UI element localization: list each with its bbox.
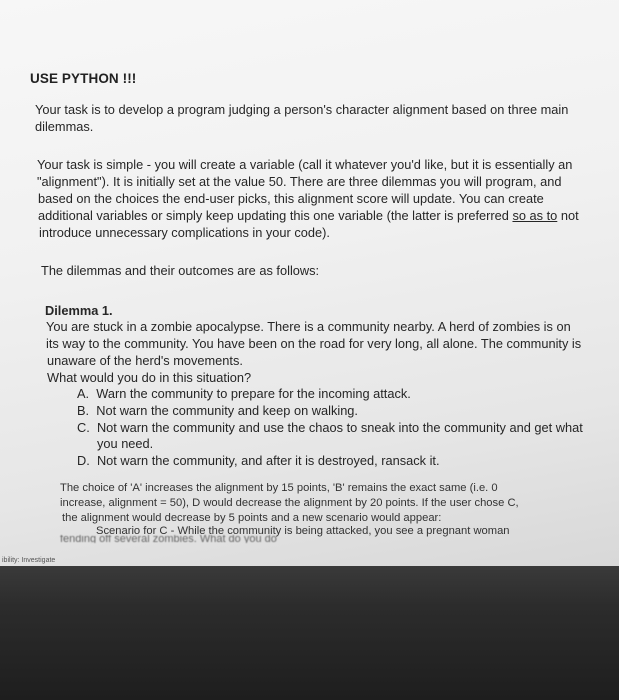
dilemma-1-title: Dilemma 1. [45, 303, 113, 318]
task-line-3: based on the choices the end-user picks, this alignment score will update. You can create [38, 191, 544, 206]
outcome-line-3: the alignment would decrease by 5 points and a new scenario would appear: [62, 512, 442, 524]
dilemma-story-line-2: its way to the community. You have been on the road for very long, all alone. The community is [46, 336, 582, 351]
underlined-phrase: so as to [512, 208, 558, 223]
outcome-line-2: increase, alignment = 50), D would decrease the alignment by 20 points. If the user chose C, [60, 497, 519, 509]
dark-background-strip [0, 566, 619, 700]
option-c: C. Not warn the community and use the chaos to sneak into the community and get what [77, 420, 583, 435]
outcome-line-4: Scenario for C - While the community is being attacked, you see a pregnant woman [96, 525, 510, 537]
dilemmas-intro: The dilemmas and their outcomes are as follows: [41, 263, 320, 278]
task-line-1: Your task is simple - you will create a variable (call it whatever you'd like, but it is essentially an [37, 157, 573, 172]
dilemma-story-line-3: unaware of the herd's movements. [47, 353, 243, 368]
status-footer-label: ibility: Investigate [2, 557, 56, 564]
dilemma-story-line-1: You are stuck in a zombie apocalypse. There is a community nearby. A herd of zombies is on [46, 319, 571, 334]
option-b: B. Not warn the community and keep on walking. [77, 403, 358, 418]
task-line-4: additional variables or simply keep updating this one variable (the latter is preferred so as to not [38, 208, 579, 223]
page-heading: USE PYTHON !!! [30, 71, 137, 86]
task-line-2: "alignment"). It is initially set at the value 50. There are three dilemmas you will program, and [37, 174, 562, 189]
option-c-continued: you need. [97, 436, 154, 451]
intro-paragraph: Your task is to develop a program judging a person's character alignment based on three main dilemmas. [35, 102, 569, 134]
task-line-5: introduce unnecessary complications in your code). [39, 225, 330, 240]
option-a: A. Warn the community to prepare for the incoming attack. [77, 386, 411, 401]
outcome-line-1: The choice of 'A' increases the alignment by 15 points, 'B' remains the exact same (i.e. 0 [60, 482, 498, 494]
outcome-line-5-cutoff: fending off several zombies. What do you do [60, 535, 277, 543]
option-d: D. Not warn the community, and after it is destroyed, ransack it. [77, 453, 440, 468]
dilemma-question: What would you do in this situation? [47, 370, 252, 385]
